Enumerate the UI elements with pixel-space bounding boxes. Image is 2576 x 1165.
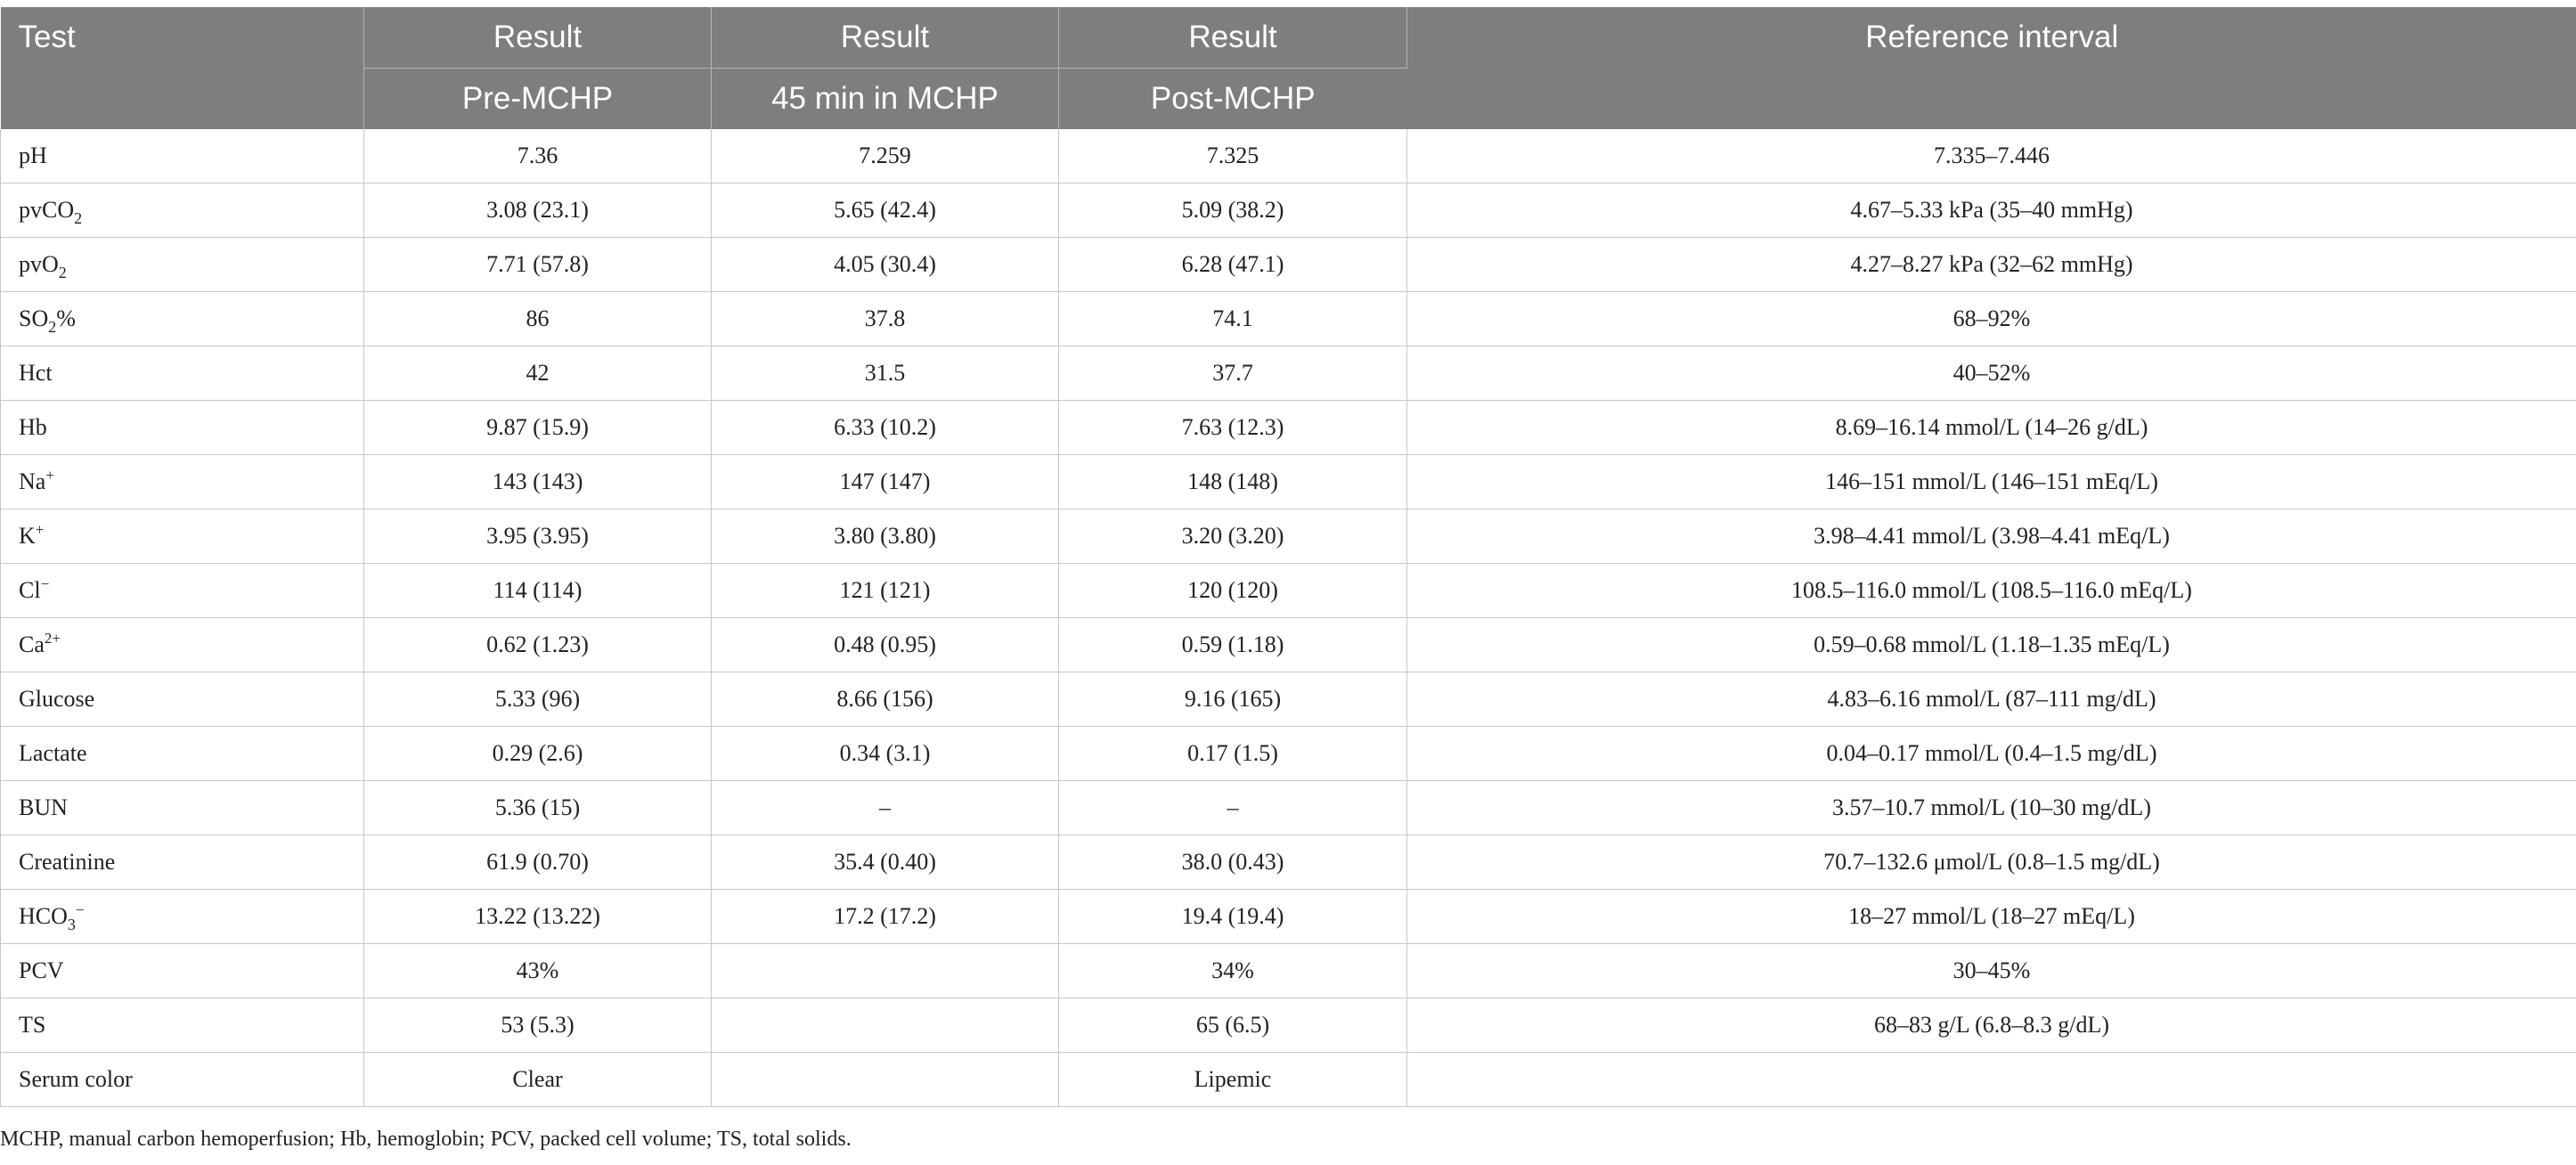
cell-post-mchp: 7.63 (12.3) — [1059, 401, 1407, 455]
cell-post-mchp: 148 (148) — [1059, 455, 1407, 509]
results-table-container — [0, 7, 2576, 1107]
table-row — [1, 835, 2576, 890]
cell-post-mchp: 74.1 — [1059, 292, 1407, 346]
cell-pre-mchp: 5.36 (15) — [364, 781, 712, 835]
cell-45-min-in-mchp — [712, 998, 1059, 1053]
cell-reference-interval: 0.04–0.17 mmol/L (0.4–1.5 mg/dL) — [1407, 727, 2576, 781]
table-row — [1, 292, 2576, 346]
header-result-pre: Result — [364, 7, 712, 69]
cell-test-name — [1, 401, 364, 455]
cell-test-name — [1, 835, 364, 890]
cell-pre-mchp: 13.22 (13.22) — [364, 890, 712, 944]
table-row — [1, 564, 2576, 618]
table-body — [1, 129, 2576, 1107]
test-name-superscript: − — [75, 901, 85, 918]
table-row — [1, 401, 2576, 455]
cell-test-name — [1, 129, 364, 183]
table-row — [1, 618, 2576, 672]
cell-pre-mchp: 53 (5.3) — [364, 998, 712, 1053]
table-row — [1, 672, 2576, 727]
table-row — [1, 455, 2576, 509]
cell-45-min-in-mchp: 0.34 (3.1) — [712, 727, 1059, 781]
cell-reference-interval: 18–27 mmol/L (18–27 mEq/L) — [1407, 890, 2576, 944]
table-row — [1, 1053, 2576, 1107]
header-result-mid: Result — [712, 7, 1059, 69]
cell-45-min-in-mchp: – — [712, 781, 1059, 835]
cell-pre-mchp: 143 (143) — [364, 455, 712, 509]
cell-reference-interval: 3.57–10.7 mmol/L (10–30 mg/dL) — [1407, 781, 2576, 835]
cell-pre-mchp: 0.62 (1.23) — [364, 618, 712, 672]
test-name-subscript: 2 — [48, 318, 57, 336]
header-post-mchp: Post-MCHP — [1059, 69, 1407, 130]
cell-test-name — [1, 781, 364, 835]
cell-pre-mchp: 43% — [364, 944, 712, 998]
cell-pre-mchp: 7.71 (57.8) — [364, 238, 712, 292]
cell-reference-interval — [1407, 1053, 2576, 1107]
header-test: Test — [1, 7, 364, 129]
cell-45-min-in-mchp: 147 (147) — [712, 455, 1059, 509]
cell-post-mchp: 5.09 (38.2) — [1059, 183, 1407, 238]
test-name: TS — [19, 1012, 46, 1038]
test-name: PCV — [19, 957, 64, 983]
table-row — [1, 238, 2576, 292]
cell-45-min-in-mchp: 121 (121) — [712, 564, 1059, 618]
cell-pre-mchp: 61.9 (0.70) — [364, 835, 712, 890]
cell-post-mchp: 6.28 (47.1) — [1059, 238, 1407, 292]
cell-reference-interval: 4.27–8.27 kPa (32–62 mmHg) — [1407, 238, 2576, 292]
test-name: Creatinine — [19, 849, 116, 875]
table-row — [1, 781, 2576, 835]
cell-reference-interval: 0.59–0.68 mmol/L (1.18–1.35 mEq/L) — [1407, 618, 2576, 672]
table-row — [1, 944, 2576, 998]
test-name: Ca — [19, 631, 45, 657]
cell-post-mchp: Lipemic — [1059, 1053, 1407, 1107]
cell-post-mchp: 0.59 (1.18) — [1059, 618, 1407, 672]
test-name: Hb — [19, 414, 47, 440]
cell-reference-interval: 146–151 mmol/L (146–151 mEq/L) — [1407, 455, 2576, 509]
cell-post-mchp: 0.17 (1.5) — [1059, 727, 1407, 781]
cell-test-name — [1, 292, 364, 346]
cell-post-mchp: 3.20 (3.20) — [1059, 509, 1407, 564]
header-result-post: Result — [1059, 7, 1407, 69]
table-row — [1, 998, 2576, 1053]
cell-45-min-in-mchp: 0.48 (0.95) — [712, 618, 1059, 672]
test-name-subscript: 2 — [58, 264, 67, 281]
cell-test-name — [1, 944, 364, 998]
cell-test-name — [1, 238, 364, 292]
cell-pre-mchp: 114 (114) — [364, 564, 712, 618]
test-name: Hct — [19, 360, 53, 386]
cell-45-min-in-mchp — [712, 944, 1059, 998]
cell-post-mchp: 120 (120) — [1059, 564, 1407, 618]
cell-test-name — [1, 564, 364, 618]
cell-post-mchp: – — [1059, 781, 1407, 835]
cell-pre-mchp: 0.29 (2.6) — [364, 727, 712, 781]
cell-test-name — [1, 509, 364, 564]
test-name: SO — [19, 306, 49, 331]
cell-reference-interval: 7.335–7.446 — [1407, 129, 2576, 183]
test-name: pH — [19, 143, 47, 168]
cell-45-min-in-mchp: 7.259 — [712, 129, 1059, 183]
cell-reference-interval: 4.83–6.16 mmol/L (87–111 mg/dL) — [1407, 672, 2576, 727]
cell-reference-interval: 3.98–4.41 mmol/L (3.98–4.41 mEq/L) — [1407, 509, 2576, 564]
cell-post-mchp: 65 (6.5) — [1059, 998, 1407, 1053]
test-name: Na — [19, 468, 46, 494]
cell-pre-mchp: 7.36 — [364, 129, 712, 183]
cell-reference-interval: 108.5–116.0 mmol/L (108.5–116.0 mEq/L) — [1407, 564, 2576, 618]
table-header — [1, 7, 2576, 129]
table-row — [1, 346, 2576, 401]
header-reference-interval: Reference interval — [1407, 7, 2576, 129]
test-name-superscript: + — [45, 467, 54, 484]
cell-pre-mchp: 9.87 (15.9) — [364, 401, 712, 455]
cell-reference-interval: 8.69–16.14 mmol/L (14–26 g/dL) — [1407, 401, 2576, 455]
cell-test-name — [1, 346, 364, 401]
cell-post-mchp: 34% — [1059, 944, 1407, 998]
table-row — [1, 129, 2576, 183]
cell-reference-interval: 70.7–132.6 μmol/L (0.8–1.5 mg/dL) — [1407, 835, 2576, 890]
cell-pre-mchp: 3.08 (23.1) — [364, 183, 712, 238]
cell-test-name — [1, 890, 364, 944]
table-row — [1, 727, 2576, 781]
cell-test-name — [1, 618, 364, 672]
cell-pre-mchp: 3.95 (3.95) — [364, 509, 712, 564]
table-row — [1, 890, 2576, 944]
test-name: pvO — [19, 251, 59, 277]
cell-reference-interval: 4.67–5.33 kPa (35–40 mmHg) — [1407, 183, 2576, 238]
cell-45-min-in-mchp: 37.8 — [712, 292, 1059, 346]
test-name: Cl — [19, 577, 41, 603]
cell-test-name — [1, 727, 364, 781]
cell-reference-interval: 68–83 g/L (6.8–8.3 g/dL) — [1407, 998, 2576, 1053]
cell-pre-mchp: Clear — [364, 1053, 712, 1107]
table-row — [1, 509, 2576, 564]
cell-pre-mchp: 86 — [364, 292, 712, 346]
test-name: Lactate — [19, 740, 87, 766]
test-name-superscript: 2+ — [44, 630, 61, 647]
header-45-min-in-mchp: 45 min in MCHP — [712, 69, 1059, 130]
test-name: Glucose — [19, 686, 95, 712]
cell-test-name — [1, 1053, 364, 1107]
cell-post-mchp: 19.4 (19.4) — [1059, 890, 1407, 944]
cell-45-min-in-mchp: 35.4 (0.40) — [712, 835, 1059, 890]
test-name-superscript: − — [40, 575, 50, 592]
cell-post-mchp: 38.0 (0.43) — [1059, 835, 1407, 890]
cell-test-name — [1, 672, 364, 727]
test-name: pvCO — [19, 197, 75, 223]
table-footnote: MCHP, manual carbon hemoperfusion; Hb, hemoglobin; PCV, packed cell volume; TS, total solids. — [0, 1128, 852, 1151]
cell-45-min-in-mchp: 5.65 (42.4) — [712, 183, 1059, 238]
cell-reference-interval: 30–45% — [1407, 944, 2576, 998]
test-name-subscript: 3 — [67, 916, 76, 933]
test-name-subscript: 2 — [74, 209, 83, 227]
cell-45-min-in-mchp: 8.66 (156) — [712, 672, 1059, 727]
cell-45-min-in-mchp: 17.2 (17.2) — [712, 890, 1059, 944]
cell-test-name — [1, 998, 364, 1053]
cell-45-min-in-mchp: 4.05 (30.4) — [712, 238, 1059, 292]
cell-45-min-in-mchp: 6.33 (10.2) — [712, 401, 1059, 455]
test-name-superscript: + — [35, 521, 45, 538]
test-name: Serum color — [19, 1066, 133, 1092]
cell-test-name — [1, 183, 364, 238]
cell-reference-interval: 68–92% — [1407, 292, 2576, 346]
cell-pre-mchp: 5.33 (96) — [364, 672, 712, 727]
cell-reference-interval: 40–52% — [1407, 346, 2576, 401]
cell-post-mchp: 7.325 — [1059, 129, 1407, 183]
test-name-suffix: % — [56, 306, 76, 331]
cell-pre-mchp: 42 — [364, 346, 712, 401]
cell-post-mchp: 37.7 — [1059, 346, 1407, 401]
test-name: BUN — [19, 794, 68, 820]
cell-45-min-in-mchp: 3.80 (3.80) — [712, 509, 1059, 564]
cell-45-min-in-mchp: 31.5 — [712, 346, 1059, 401]
test-name: HCO — [19, 903, 68, 929]
test-name: K — [19, 523, 36, 549]
cell-test-name — [1, 455, 364, 509]
header-pre-mchp: Pre-MCHP — [364, 69, 712, 130]
cell-45-min-in-mchp — [712, 1053, 1059, 1107]
cell-post-mchp: 9.16 (165) — [1059, 672, 1407, 727]
table-row — [1, 183, 2576, 238]
blood-gas-results-table — [0, 7, 2576, 1107]
